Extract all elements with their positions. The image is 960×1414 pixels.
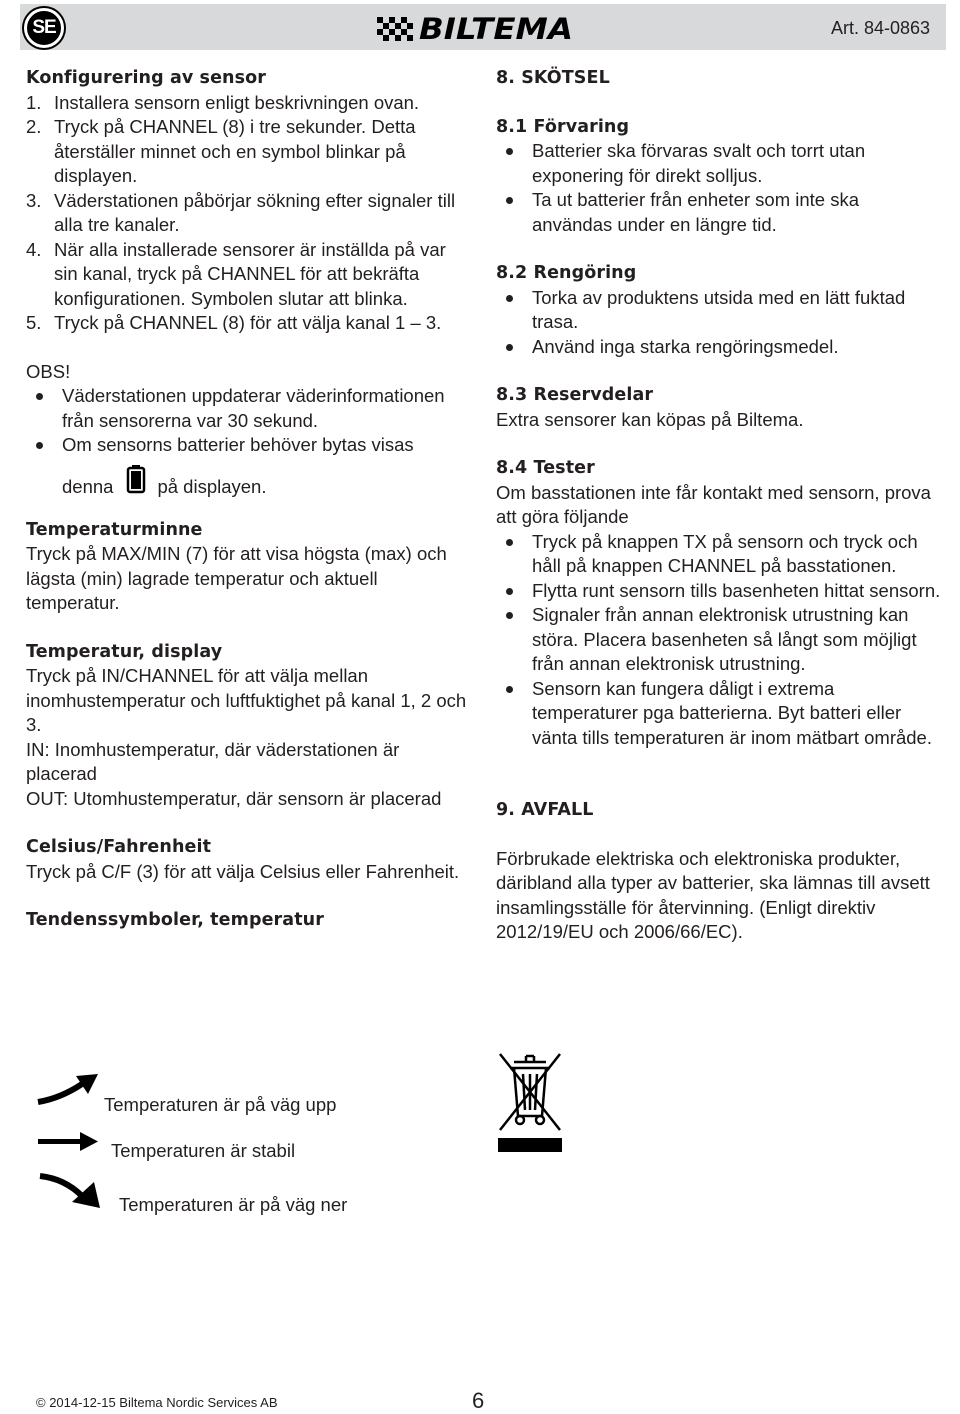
trend-stable-arrow-icon: [36, 1130, 100, 1154]
storage-bullets: [496, 139, 941, 237]
temp-display-in: IN: Inomhustemperatur, där väderstationen är placerad: [26, 738, 400, 784]
bullet-item: [496, 603, 941, 677]
bullet-item: [496, 579, 941, 604]
step-item: [26, 91, 471, 116]
page-number: 6: [472, 1388, 485, 1413]
left-column: [26, 66, 471, 933]
bullet-item: [496, 335, 941, 360]
test-heading: 8.4 Tester: [496, 458, 595, 478]
temp-memory-heading: Temperaturminne: [26, 519, 203, 540]
bullet-item: [496, 677, 941, 751]
checkered-flag-icon: [377, 17, 417, 41]
bullet-item: [496, 188, 941, 237]
battery-text-before: denna: [62, 476, 114, 497]
trend-down-label: Temperaturen är på väg ner: [119, 1194, 348, 1215]
cleaning-bullets: [496, 286, 941, 360]
bullet-dot-icon: [26, 433, 62, 458]
page-footer: [0, 1380, 960, 1414]
step-number: 2.: [26, 116, 42, 137]
battery-icon: [123, 464, 151, 494]
article-number: Art. 84-0863: [830, 18, 930, 38]
bullet-text: Batterier ska förvaras svalt och torrt utan exponering för direkt solljus.: [532, 140, 866, 186]
config-heading: Konfigurering av sensor: [26, 68, 266, 88]
bullet-dot-icon: [496, 579, 532, 604]
battery-line: [62, 464, 471, 500]
step-item: [26, 238, 471, 312]
parts-text: Extra sensorer kan köpas på Biltema.: [496, 408, 804, 430]
copyright: © 2014-12-15 Biltema Nordic Services AB: [36, 1395, 278, 1410]
bullet-text: Signaler från annan elektronisk utrustning kan störa. Placera basenheten så långt som möjligt från annan elektronisk utrustning.: [532, 604, 917, 674]
bullet-text: Använd inga starka rengöringsmedel.: [532, 335, 839, 357]
bullet-item: [496, 530, 941, 579]
step-item: [26, 311, 471, 336]
step-text: Väderstationen påbörjar sökning efter signaler till alla tre kanaler.: [54, 189, 456, 235]
obs-label: OBS!: [26, 360, 71, 382]
bullet-dot-icon: [496, 530, 532, 579]
bullet-item: [496, 286, 941, 335]
bullet-text: Tryck på knappen TX på sensorn och tryck och håll på knappen CHANNEL på basstationen.: [532, 530, 918, 576]
trend-stable-label: Temperaturen är stabil: [111, 1140, 296, 1161]
bullet-dot-icon: [496, 677, 532, 751]
bullet-dot-icon: [496, 335, 532, 360]
celsius-text: Tryck på C/F (3) för att välja Celsius eller Fahrenheit.: [26, 860, 460, 882]
parts-heading: 8.3 Reservdelar: [496, 385, 654, 405]
bullet-dot-icon: [26, 384, 62, 433]
step-text: Installera sensorn enligt beskrivningen ovan.: [54, 91, 420, 113]
config-steps: [26, 91, 471, 336]
bullet-dot-icon: [496, 139, 532, 188]
step-number: 3.: [26, 189, 42, 211]
bullet-text: Torka av produktens utsida med en lätt fuktad trasa.: [532, 286, 906, 332]
bullet-item: [26, 384, 471, 433]
battery-text-after: på displayen.: [157, 476, 267, 497]
bullet-text: Flytta runt sensorn tills basenheten hittat sensorn.: [532, 579, 941, 601]
step-number: 4.: [26, 238, 42, 260]
temp-display-text: Tryck på IN/CHANNEL för att välja mellan inomhustemperatur och luftfuktighet på kanal 1, 2 och 3.: [26, 665, 467, 735]
step-text: Tryck på CHANNEL (8) för att välja kanal 1 – 3.: [54, 312, 442, 333]
bullet-item: [496, 139, 941, 188]
bullet-dot-icon: [496, 603, 532, 677]
waste-heading: 9. AVFALL: [496, 800, 594, 820]
storage-heading: 8.1 Förvaring: [496, 116, 630, 137]
celsius-heading: Celsius/Fahrenheit: [26, 837, 212, 857]
test-bullets: [496, 530, 941, 751]
brand-name: BILTEMA: [419, 12, 573, 46]
trend-up-label: Temperaturen är på väg upp: [104, 1094, 337, 1115]
waste-text: Förbrukade elektriska och elektroniska produkter, däribland alla typer av batterier, ska lämnas till avsett insamlingsställe för återvinning. (Enligt direktiv 2012/19/EU och 2006/66/EC).: [496, 847, 930, 942]
step-item: [26, 115, 471, 189]
bullet-text: Väderstationen uppdaterar väderinformationen från sensorerna var 30 sekund.: [62, 385, 445, 431]
right-column: [496, 66, 941, 945]
step-text: Tryck på CHANNEL (8) i tre sekunder. Detta återställer minnet och en symbol blinkar på displayen.: [54, 116, 416, 186]
trend-heading: Tendenssymboler, temperatur: [26, 910, 324, 930]
care-heading: 8. SKÖTSEL: [496, 68, 610, 88]
bullet-text: Om sensorns batterier behöver bytas visas: [62, 434, 414, 455]
weee-crossed-bin-icon: [496, 1050, 564, 1154]
bullet-text: Sensorn kan fungera dåligt i extrema temperaturer pga batterierna. Byt batteri eller vänta tills temperaturen är inom mätbart område.: [532, 677, 932, 748]
temp-display-heading: Temperatur, display: [26, 641, 223, 662]
bullet-dot-icon: [496, 286, 532, 335]
language-badge: SE: [24, 8, 64, 48]
cleaning-heading: 8.2 Rengöring: [496, 263, 637, 283]
step-number: 5.: [26, 312, 42, 333]
trend-up-icon: [36, 1072, 100, 1106]
bullet-dot-icon: [496, 188, 532, 237]
page-header: [0, 0, 960, 62]
trend-down-icon: [36, 1170, 104, 1210]
bullet-text: Ta ut batterier från enheter som inte ska användas under en längre tid.: [532, 189, 860, 235]
step-item: [26, 189, 471, 238]
step-number: 1.: [26, 91, 42, 113]
step-text: När alla installerade sensorer är inställda på var sin kanal, tryck på CHANNEL för att bekräfta konfigurationen. Symbolen slutar att blinka.: [54, 238, 446, 309]
temp-memory-text: Tryck på MAX/MIN (7) för att visa högsta (max) och lägsta (min) lagrade temperatur och aktuell temperatur.: [26, 543, 447, 613]
bullet-item: [26, 433, 471, 458]
obs-bullets: [26, 384, 471, 458]
test-text: Om basstationen inte får kontakt med sensorn, prova att göra följande: [496, 481, 931, 527]
biltema-logo: [377, 12, 573, 46]
temp-display-out: OUT: Utomhustemperatur, där sensorn är placerad: [26, 787, 442, 809]
